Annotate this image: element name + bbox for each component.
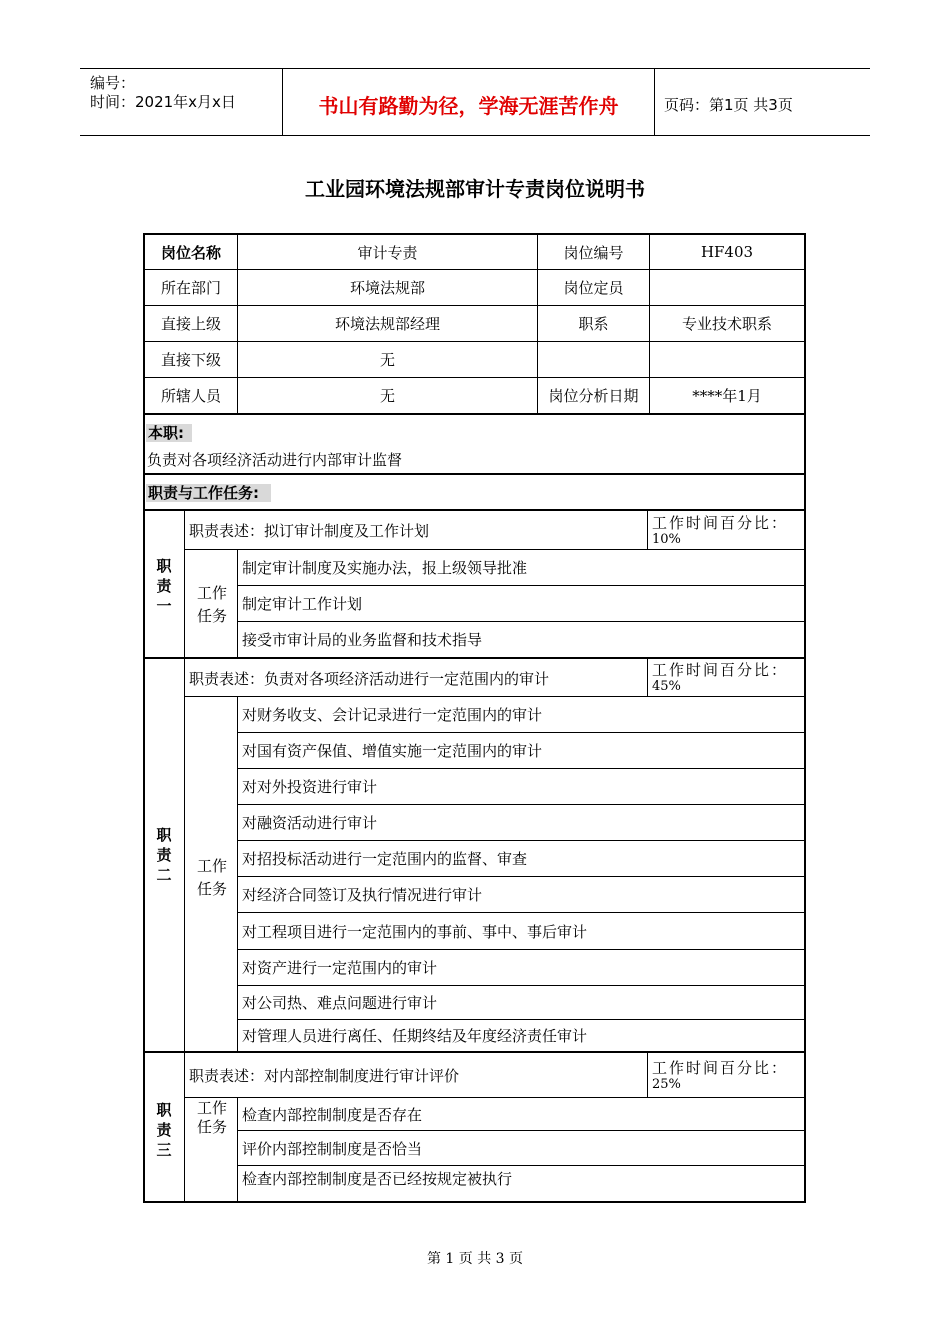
- duty-2-pct: 45%: [652, 679, 681, 694]
- duty-3-desc: 职责表述：对内部控制制度进行审计评价: [189, 1066, 460, 1085]
- duties-header: 职责与工作任务:: [146, 484, 271, 502]
- task-item: 对融资活动进行审计: [242, 814, 378, 832]
- value-headcount: [650, 270, 804, 305]
- label-headcount: 岗位定员: [563, 279, 624, 297]
- duty-2-pct-label: 工作时间百分比：: [652, 661, 789, 679]
- duty-1-pct-label: 工作时间百分比：: [652, 514, 789, 532]
- task-item: 对资产进行一定范围内的审计: [242, 959, 438, 977]
- label-direct-superior: 直接上级: [160, 315, 221, 333]
- doc-number-label: 编号：: [90, 74, 136, 92]
- doc-time: 时间：2021年x月x日: [90, 93, 236, 111]
- page-footer: 第 1 页 共 3 页: [426, 1251, 524, 1267]
- duty-1-desc: 职责表述：拟订审计制度及工作计划: [189, 522, 430, 540]
- label-job-series: 职系: [578, 315, 609, 333]
- task-item: 对经济合同签订及执行情况进行审计: [242, 886, 483, 904]
- page-title: 工业园环境法规部审计专责岗位说明书: [305, 177, 645, 201]
- task-item: 对国有资产保值、增值实施一定范围内的审计: [242, 742, 543, 760]
- value-analysis-date: ****年1月: [692, 387, 762, 405]
- label-position-name: 岗位名称: [160, 243, 221, 262]
- duty-1-pct: 10%: [652, 532, 681, 547]
- value-position-name: 审计专责: [357, 243, 418, 262]
- duty-3-name: 职 责 三: [156, 1101, 172, 1159]
- task-item: 检查内部控制制度是否存在: [242, 1105, 423, 1124]
- header-motto: 书山有路勤为径，学海无涯苦作舟: [318, 94, 619, 118]
- main-duty-label: 本职:: [146, 424, 192, 442]
- duty-1-task-label: 工作 任务: [196, 584, 227, 625]
- duty-2-desc: 职责表述：负责对各项经济活动进行一定范围内的审计: [189, 669, 550, 688]
- task-item: 对对外投资进行审计: [242, 778, 378, 796]
- label-staff-managed: 所辖人员: [160, 387, 221, 405]
- empty-cell: [538, 342, 649, 377]
- task-item: 检查内部控制制度是否已经按规定被执行: [242, 1170, 513, 1188]
- task-item: 制定审计工作计划: [242, 595, 363, 613]
- label-analysis-date: 岗位分析日期: [548, 387, 639, 405]
- value-staff-managed: 无: [379, 387, 395, 405]
- task-item: 制定审计制度及实施办法，报上级领导批准: [242, 559, 528, 577]
- label-direct-subordinate: 直接下级: [160, 351, 221, 369]
- task-item: 对管理人员进行离任、任期终结及年度经济责任审计: [242, 1027, 588, 1045]
- duty-2-name: 职 责 二: [156, 826, 172, 884]
- task-item: 对财务收支、会计记录进行一定范围内的审计: [242, 706, 543, 724]
- page-info: 页码：第1页 共3页: [664, 96, 793, 114]
- duty-3-pct-label: 工作时间百分比：: [652, 1059, 789, 1077]
- duty-3-task-label: 工作 任务: [196, 1099, 227, 1136]
- label-department: 所在部门: [160, 279, 221, 297]
- value-direct-superior: 环境法规部经理: [334, 315, 440, 333]
- duty-2-task-label: 工作 任务: [196, 857, 227, 898]
- value-job-series: 专业技术职系: [681, 315, 772, 333]
- value-position-code: HF403: [700, 243, 754, 261]
- task-item: 评价内部控制制度是否恰当: [242, 1139, 423, 1158]
- task-item: 对工程项目进行一定范围内的事前、事中、事后审计: [242, 922, 588, 941]
- empty-cell: [650, 342, 804, 377]
- task-item: 对公司热、难点问题进行审计: [242, 994, 438, 1012]
- duty-3-pct: 25%: [652, 1077, 681, 1092]
- value-department: 环境法规部: [349, 279, 425, 297]
- main-duty-text: 负责对各项经济活动进行内部审计监督: [147, 451, 403, 469]
- task-item: 对招投标活动进行一定范围内的监督、审查: [242, 850, 528, 868]
- task-item: 接受市审计局的业务监督和技术指导: [242, 631, 483, 649]
- duty-1-name: 职 责 一: [156, 557, 172, 615]
- value-direct-subordinate: 无: [379, 351, 395, 369]
- label-position-code: 岗位编号: [563, 243, 624, 262]
